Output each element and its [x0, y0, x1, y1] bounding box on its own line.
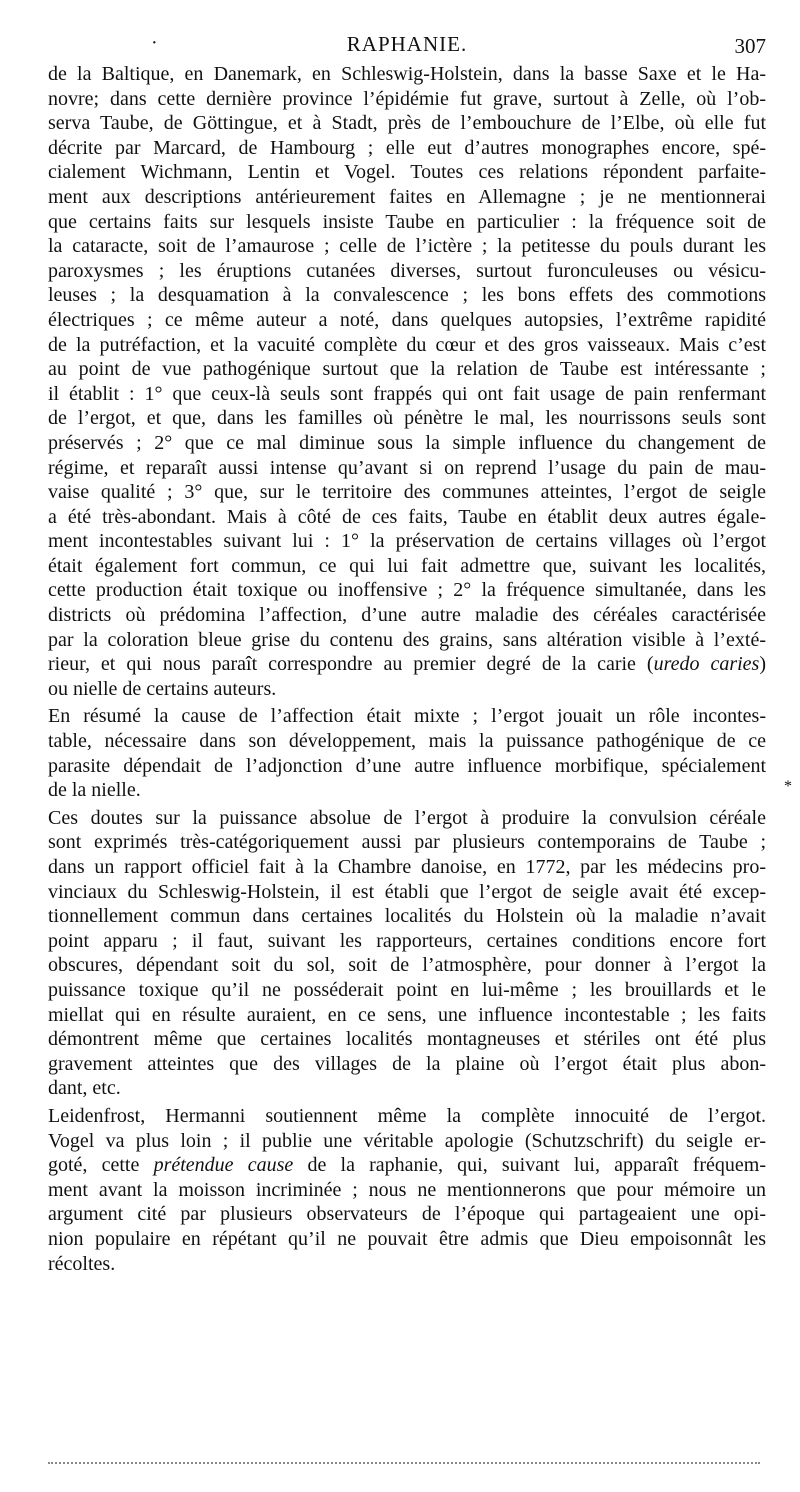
text-line: serva Taube, de Göttingue, et à Stadt, près de l’embouchure de l’Elbe, où elle fut: [48, 112, 766, 135]
text-line: régime, et reparaît aussi intense qu’avant si on reprend l’usage du pain de mau-: [48, 456, 766, 479]
text-line: de la putréfaction, et la vacuité complète du cœur et des gros vaisseaux. Mais c’est: [48, 333, 766, 356]
text-line: Leidenfrost, Hermanni soutiennent même la complète innocuité de l’ergot.: [48, 1104, 766, 1127]
paragraph-3: [48, 806, 766, 1101]
text-line: de la Baltique, en Danemark, en Schleswig-Holstein, dans la basse Saxe et le Ha-: [48, 63, 766, 85]
text-line: miellat qui en résulte auraient, en ce sens, une influence incontestable ; les faits: [48, 1003, 766, 1026]
text-line: ment aux descriptions antérieurement faites en Allemagne ; je ne mentionnerai: [48, 185, 766, 208]
running-head-title: RAPHANIE.: [346, 32, 468, 56]
text-line: dant, etc.: [48, 1077, 121, 1100]
text-line: décrite par Marcard, de Hambourg ; elle eut d’autres monographes encore, spé-: [48, 136, 766, 159]
text-segment: de la raphanie, qui, suivant lui, apparaît fréquem-: [307, 1154, 767, 1177]
text-line: table, nécessaire dans son développement, mais la puissance pathogénique de ce: [48, 730, 766, 753]
text-line: cette production était toxique ou inoffensive ; 2° la fréquence simultanée, dans les: [48, 579, 766, 602]
text-line: vaise qualité ; 3° que, sur le territoire des communes atteintes, l’ergot de seigle: [48, 481, 766, 504]
text-line: par la coloration bleue grise du contenu des grains, sans altération visible à l’exté-: [48, 628, 766, 651]
text-line: sont exprimés très-catégoriquement aussi par plusieurs contemporains de Taube ;: [48, 831, 766, 854]
text-line: récoltes.: [48, 1252, 116, 1275]
text-line: ment incontestables suivant lui : 1° la préservation de certains villages où l’ergot: [48, 530, 766, 553]
text-line: puissance toxique qu’il ne posséderait point en lui-même ; les brouillards et le: [48, 978, 766, 1001]
text-line: En résumé la cause de l’affection était mixte ; l’ergot jouait un rôle incontes-: [48, 705, 766, 728]
text-line: argument cité par plusieurs observateurs de l’époque qui partageaient une opi-: [48, 1203, 766, 1226]
text-line-with-italic: rieur, et qui nous paraît correspondre au premier degré de la carie (uredo caries): [48, 653, 766, 676]
text-segment: goté, cette: [48, 1154, 140, 1177]
text-line: parasite dépendait de l’adjonction d’une autre influence morbifique, spécialement: [48, 754, 766, 777]
footer-rule: [48, 1462, 760, 1464]
text-line: il établit : 1° que ceux-là seuls sont frappés qui ont fait usage de pain renfermant: [48, 382, 766, 405]
body-text: [48, 62, 766, 1279]
text-line: leuses ; la desquamation à la convalescence ; les bons effets des commotions: [48, 284, 766, 307]
text-line: de l’ergot, et que, dans les familles où pénètre le mal, les nourrissons seuls sont: [48, 407, 766, 430]
text-line: gravement atteintes que des villages de la plaine où l’ergot était plus abon-: [48, 1052, 766, 1075]
paragraph-2: [48, 704, 766, 802]
text-line: la cataracte, soit de l’amaurose ; celle de l’ictère ; la petitesse du pouls durant les: [48, 235, 766, 258]
text-line: a été très-abondant. Mais à côté de ces faits, Taube en établit deux autres égale-: [48, 505, 766, 528]
text-line: tionnellement commun dans certaines localités du Holstein où la maladie n’avait: [48, 905, 766, 928]
running-head-dot: ·: [151, 32, 158, 54]
text-line: point apparu ; il faut, suivant les rapporteurs, certaines conditions encore fort: [48, 929, 766, 952]
text-line: était également fort commun, ce qui lui fait admettre que, suivant les localités,: [48, 554, 766, 577]
text-line: Vogel va plus loin ; il publie une véritable apologie (Schutzschrift) du seigle er-: [48, 1129, 766, 1152]
italic-term: uredo caries: [653, 653, 760, 676]
text-line: vinciaux du Schleswig-Holstein, il est établi que l’ergot de seigle avait été excep-: [48, 880, 766, 903]
running-head: [48, 30, 766, 60]
text-line: districts où prédomina l’affection, d’une autre maladie des céréales caractérisée: [48, 604, 766, 627]
text-line: démontrent même que certaines localités montagneuses et stériles ont été plus: [48, 1028, 766, 1051]
text-line: dans un rapport officiel fait à la Chambre danoise, en 1772, par les médecins pro-: [48, 856, 766, 878]
text-line: ment avant la moisson incriminée ; nous ne mentionnerons que pour mémoire un: [48, 1178, 766, 1201]
text-line: préservés ; 2° que ce mal diminue sous la simple influence du changement de: [48, 431, 766, 454]
text-line: nion populaire en répétant qu’il ne pouvait être admis que Dieu empoisonnât les: [48, 1227, 766, 1250]
paragraph-1: [48, 62, 766, 701]
text-line: Ces doutes sur la puissance absolue de l’ergot à produire la convulsion céréale: [48, 806, 766, 829]
text-line: au point de vue pathogénique surtout que la relation de Taube est intéressante ;: [48, 358, 766, 381]
italic-phrase: prétendue cause: [153, 1154, 294, 1177]
text-line-with-italic: [48, 1153, 766, 1178]
text-line: électriques ; ce même auteur a noté, dans quelques autopsies, l’extrême rapidité: [48, 308, 766, 331]
text-line: obscures, dépendant soit du sol, soit de l’atmosphère, pour donner à l’ergot la: [48, 954, 766, 977]
paragraph-4: [48, 1104, 766, 1276]
text-line: cialement Wichmann, Lentin et Vogel. Toutes ces relations répondent parfaite-: [48, 161, 766, 184]
text-segment: rieur, et qui nous paraît correspondre au premier degré de la carie: [48, 653, 636, 676]
text-line: que certains faits sur lesquels insiste Taube en particulier : la fréquence soit de: [48, 210, 766, 233]
text-line: ou nielle de certains auteurs.: [48, 677, 277, 700]
text-line: paroxysmes ; les éruptions cutanées diverses, surtout furonculeuses ou vésicu-: [48, 259, 766, 282]
margin-asterisk: *: [784, 778, 792, 795]
text-line: novre; dans cette dernière province l’épidémie fut grave, surtout à Zelle, où l’ob-: [48, 87, 766, 110]
close-paren: ): [759, 653, 766, 676]
text-line: de la nielle.: [48, 779, 141, 802]
page-number: 307: [734, 34, 766, 58]
